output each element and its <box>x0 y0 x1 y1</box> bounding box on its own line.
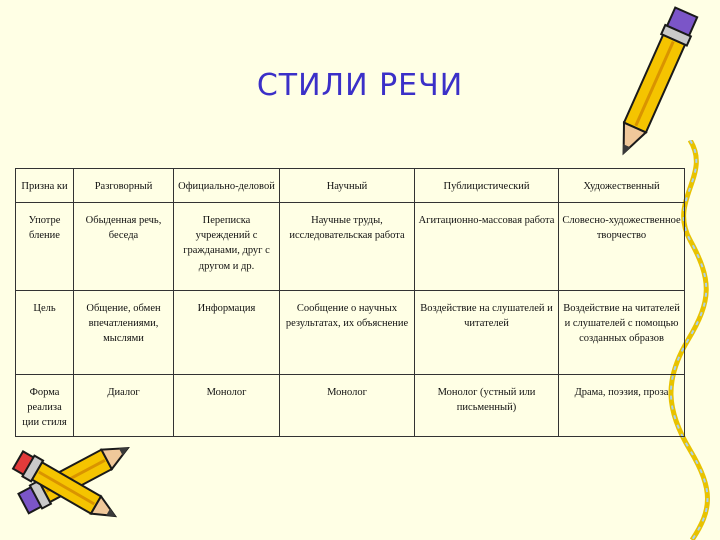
header-cell-publicistic: Публицистический <box>415 169 559 203</box>
table-row <box>16 203 685 291</box>
table-row <box>16 291 685 375</box>
table-row <box>16 375 685 437</box>
table-cell: Монолог (устный или письменный) <box>415 375 559 437</box>
row-label: Цель <box>16 291 74 375</box>
table-cell: Сообщение о научных результатах, их объяснение <box>280 291 415 375</box>
table-cell: Научные труды, исследовательская работа <box>280 203 415 291</box>
table-cell: Монолог <box>280 375 415 437</box>
header-cell-official: Официально-деловой <box>174 169 280 203</box>
row-label: Форма реализа ции стиля <box>16 375 74 437</box>
row-label: Употре бление <box>16 203 74 291</box>
page-title: СТИЛИ РЕЧИ <box>256 68 464 103</box>
table-cell: Агитационно-массовая работа <box>415 203 559 291</box>
header-cell-colloquial: Разговорный <box>74 169 174 203</box>
table-cell: Драма, поэзия, проза <box>559 375 685 437</box>
table-cell: Словесно-художественное творчество <box>559 203 685 291</box>
table-cell: Воздействие на читателей и слушателей с помощью созданных образов <box>559 291 685 375</box>
table-cell: Обыденная речь, беседа <box>74 203 174 291</box>
table-cell: Диалог <box>74 375 174 437</box>
table-cell: Информация <box>174 291 280 375</box>
table-cell: Общение, обмен впечатлениями, мыслями <box>74 291 174 375</box>
table-header-row <box>16 169 685 203</box>
pencil-icon <box>590 0 720 170</box>
header-cell-scientific: Научный <box>280 169 415 203</box>
table-cell: Переписка учреждений с гражданами, друг с другом и др. <box>174 203 280 291</box>
header-cell-artistic: Художественный <box>559 169 685 203</box>
table-cell: Монолог <box>174 375 280 437</box>
header-cell-features: Призна ки <box>16 169 74 203</box>
speech-styles-table <box>15 168 685 437</box>
table-cell: Воздействие на слушателей и читателей <box>415 291 559 375</box>
